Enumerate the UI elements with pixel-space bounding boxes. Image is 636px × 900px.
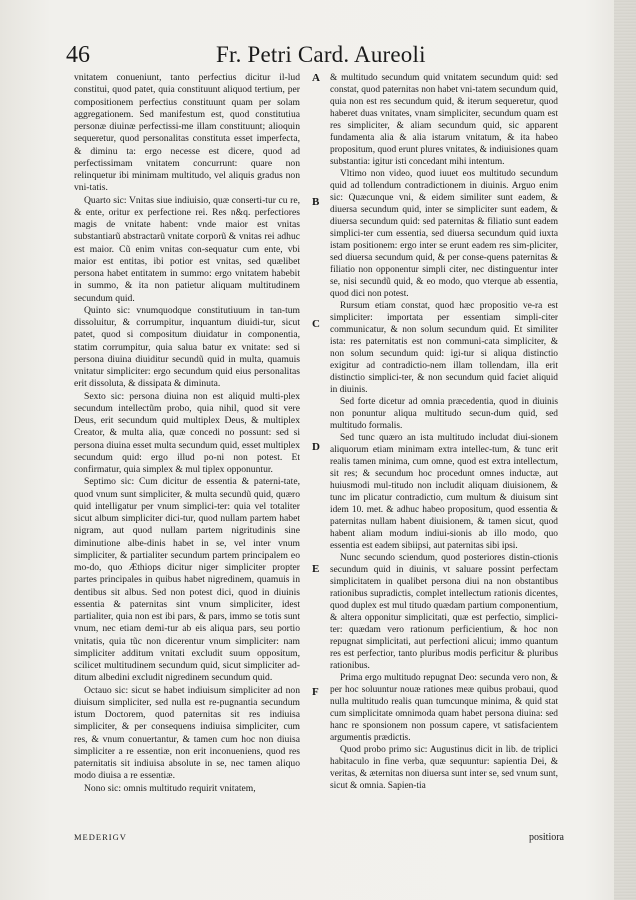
signature-mark: MEDERIGV [74, 832, 127, 842]
margin-marker-e: E [312, 563, 320, 575]
paragraph: vnitatem conueniunt, tanto perfectius dicitur il-lud constitui, quod patet, quia constituunt aliquod tertium, per compositionem perfectius constituunt quam per solam aggregationem. Sed manifestum est, quod constitutiua personæ diuinæ perfectissi-me illam constituunt; alioquin sequeretur, quod personalitas constituta esset imperfecta, & diminu ta: ergo necesse est dicere, quod ad perfectissimam vnitatem concurrunt: quare non relinquetur ibi minimam multitudo, vel aliquis gradus non vni-tatis. [74, 72, 300, 194]
page-number: 46 [66, 42, 90, 68]
running-title: Fr. Petri Card. Aureoli [216, 42, 426, 67]
margin-marker-f: F [312, 686, 319, 698]
page-footer [74, 832, 564, 846]
paragraph: Quod probo primo sic: Augustinus dicit in lib. de triplici habitaculo in fine verba, quæ sequuntur: sapientia Dei, & veritas, & æternitas non diuersa sunt inter se, sed vnum sunt, sicut & omnia. Sapien-tia [330, 745, 558, 791]
paragraph: Nunc secundo sciendum, quod posteriores distin-ctionis secundum quid in diuinis, vt saluare possint perfectam simplicitatem in qualibet persona diui na non obstantibus rationibus supradictis, complet intellectum rationis dicentes, quod duplex est mul titudo quædam partium componentium, & altera opponitur simplicitati, quæ est perfectio, simplici-ter: quædam vero rationum perficientium, & hoc non repugnat simplicitati, aut perfectioni alicui; immo quantum res est perfectior, tanto pluribus modis perficitur & pluribus rationibus. [330, 553, 558, 671]
paragraph: Quinto sic: vnumquodque constitutiuum in tan-tum dissoluitur, & corrumpitur, inquantum diuidi-tur, sicut patet, quod si compositum diuidatur in componentia, statim corrumpitur, quia salua batur ex vnitate: sed si persona diuina diuiditur secundũ quid in multa, quamuis vnitatur simpliciter: ergo secundum quid eius personalitas erit dissoluta, & dissipata & diminuta. [74, 304, 300, 390]
left-column [74, 72, 300, 795]
right-column [330, 72, 558, 792]
paragraph: Rursum etiam constat, quod hæc propositio ve-ra est simpliciter: importata per essentiam simpli-citer communicatur, & non solum secundum quid. Et similiter ista: res paternitatis est non communi-cata simpliciter, & non solum secundum quid: igi-tur si aliqua distinctio exigitur ad contradictio-nem illam tollendam, illa erit distinctio simplici-ter, & non secundum quid faciet aliquid in diuinis. [330, 301, 558, 395]
margin-marker-c: C [312, 318, 320, 330]
page-edge-shadow [614, 0, 636, 900]
paragraph: Sed tunc quæro an ista multitudo includat diui-sionem aliquorum etiam minimam extra intellec-tum, & tunc erit realis tamen minima, cum omne, quod est extra intellectum, sit res; & secundum hoc procedunt omnes inductæ, aut huiusmodi mul-titudo non includit aliquam diuisionem, & tunc im plicatur contradictio, cum multum & diuisum sint idem 10. met. & adhuc habeo propositum, quod essentia & paternitas nullam habent diuisionem, & tamen sicut, quod habent aliam modum indiui-sionis ab illo modo, quo essentia est eadem sibiipsi, aut paternitas sibi ipsi. [330, 433, 558, 551]
margin-marker-b: B [312, 196, 320, 208]
running-header [66, 44, 596, 72]
paragraph: Vltimo non video, quod iuuet eos multitudo secundum quid ad tollendum contradictionem in diuinis. Arguo enim sic: Quæcunque vni, & eidem similiter sunt eadem, & diuersa secundum quid, inter se simpliciter sunt eadem, & diuersa secundum quid: sed paternitas & filiatio sunt eadem simplici-ter cum essentia, sed diuersa secundum quid iuxta istam positionem: ergo inter se erunt eadem res sim-pliciter, sed diuersa secundum quid, & per conse-quens paternitas & filiatio non opponentur simpli citer, nec distinguentur inter se, nisi secundũ quid, & eo modo, quo vterque ab essentia, quod dici non potest. [330, 169, 558, 299]
paragraph: Prima ergo multitudo repugnat Deo: secunda vero non, & per hoc soluuntur nouæ rationes meæ quibus probaui, quod nulla multitudo realis quan tumcunque minima, & quid stat cum simplicitate omnimoda quam habet persona diuina: sed hanc re sponsionem non possum capere, vt satisfacientem argumentis prædictis. [330, 673, 558, 743]
paragraph: Quarto sic: Vnitas siue indiuisio, quæ conserti-tur cu re, & ente, oritur ex perfectione rei. Res n&q. perfectiores magis de vnitate habent: vnde maior est vnitas substantiarũ abstractarũ vnitate corporũ & vnitas rei adhuc est maior. Cũ enim vnitas con-sequatur cum ente, vbi maior est entitas, ibi potior est vnitas, sed quælibet persona habet entitatem in summo: ergo vnitatem habebit in summo, & ita non patietur aliquam multitudinem secundum quid. [74, 194, 300, 304]
paragraph: Octauo sic: sicut se habet indiuisum simpliciter ad non diuisum simpliciter, sed nulla est re-pugnantia secundum istum Doctorem, quod paternitas sit res indiuisa simpliciter, & per consequens indiuisa simpliciter, cum res, & vnum conuertantur, & tamen cum hoc non diuisa simpliciter a re essentiæ, non erit inconueniens, quod res paternitatis sit indiuisa absolute in se, nec tamen aliquo modo diuisa a re essentiæ. [74, 684, 300, 782]
margin-marker-d: D [312, 441, 320, 453]
paragraph: Nono sic: omnis multitudo requirit vnitatem, [84, 782, 256, 794]
paragraph: Sed forte dicetur ad omnia præcedentia, quod in diuinis non ponuntur aliqua multitudo secun-dum quid, sed multitudo formalis. [330, 397, 558, 431]
margin-marker-a: A [312, 72, 320, 84]
catchword: positiora [529, 832, 564, 843]
paragraph: Septimo sic: Cum dicitur de essentia & paterni-tate, quod vnum sunt simpliciter, & multa secundũ quid, quæro quid intelligatur per vnum simplici-ter: quia vel totaliter sicut album simpliciter dici-tur, quod nullam partem habet nigram, aut quod nullam partem nigritudinis sine diminutione albe-dinis habet in se, vel inter vnum simpliciter, & partialiter secundum partem principalem eo mo-do, quo Æthiops dicitur niger simpliciter propter partes principales in quibus habet nigredinem, quamuis in dentibus sit albus. Sed non potest dici, quod in diuinis essentia & paternitas sint vnum simpliciter, idest partialiter, quia non est ibi pars, & pars, immo se totis sunt vnum, nec etiam demi-tur ab eis aliqua pars, seu portio vnitatis, quia tũc non dicerentur vnum simpliciter: nam simpliciter additum vnitati excludit suum oppositum, scilicet multitudinem secundum quid, sicut simpliciter ad-ditum albedini excludit nigredinem secundum quid. [74, 476, 300, 684]
paragraph: & multitudo secundum quid vnitatem secundum quid: sed constat, quod paternitas non habet vni-tatem secundum quid, quia non est res secundum quid, & iterum sequeretur, quod haberet duas vnitates, vnam simpliciter, secundum quam est res simpliciter, & aliam secundum quid, sic apparent fundamenta alia & alia istarum vnitatum, & ita habeo propositum, quod erunt plures vnitates, & indiuisiones quam substantia: igitur isti concedant mihi intentum. [330, 73, 558, 167]
paragraph: Sexto sic: persona diuina non est aliquid multi-plex secundum intellectũm probo, quia nihil, quod sit vere Deus, erit secundum quid multiplex Deus, & multiplex Creator, & multa alia, quæ concedi no possunt: sed si persona diuina esset multa secundum quid, esset multiplex secundum quid: ergo illud po-ni non potest. Et confirmatur, quia simplex & mul tiplex opponuntur. [74, 390, 300, 475]
